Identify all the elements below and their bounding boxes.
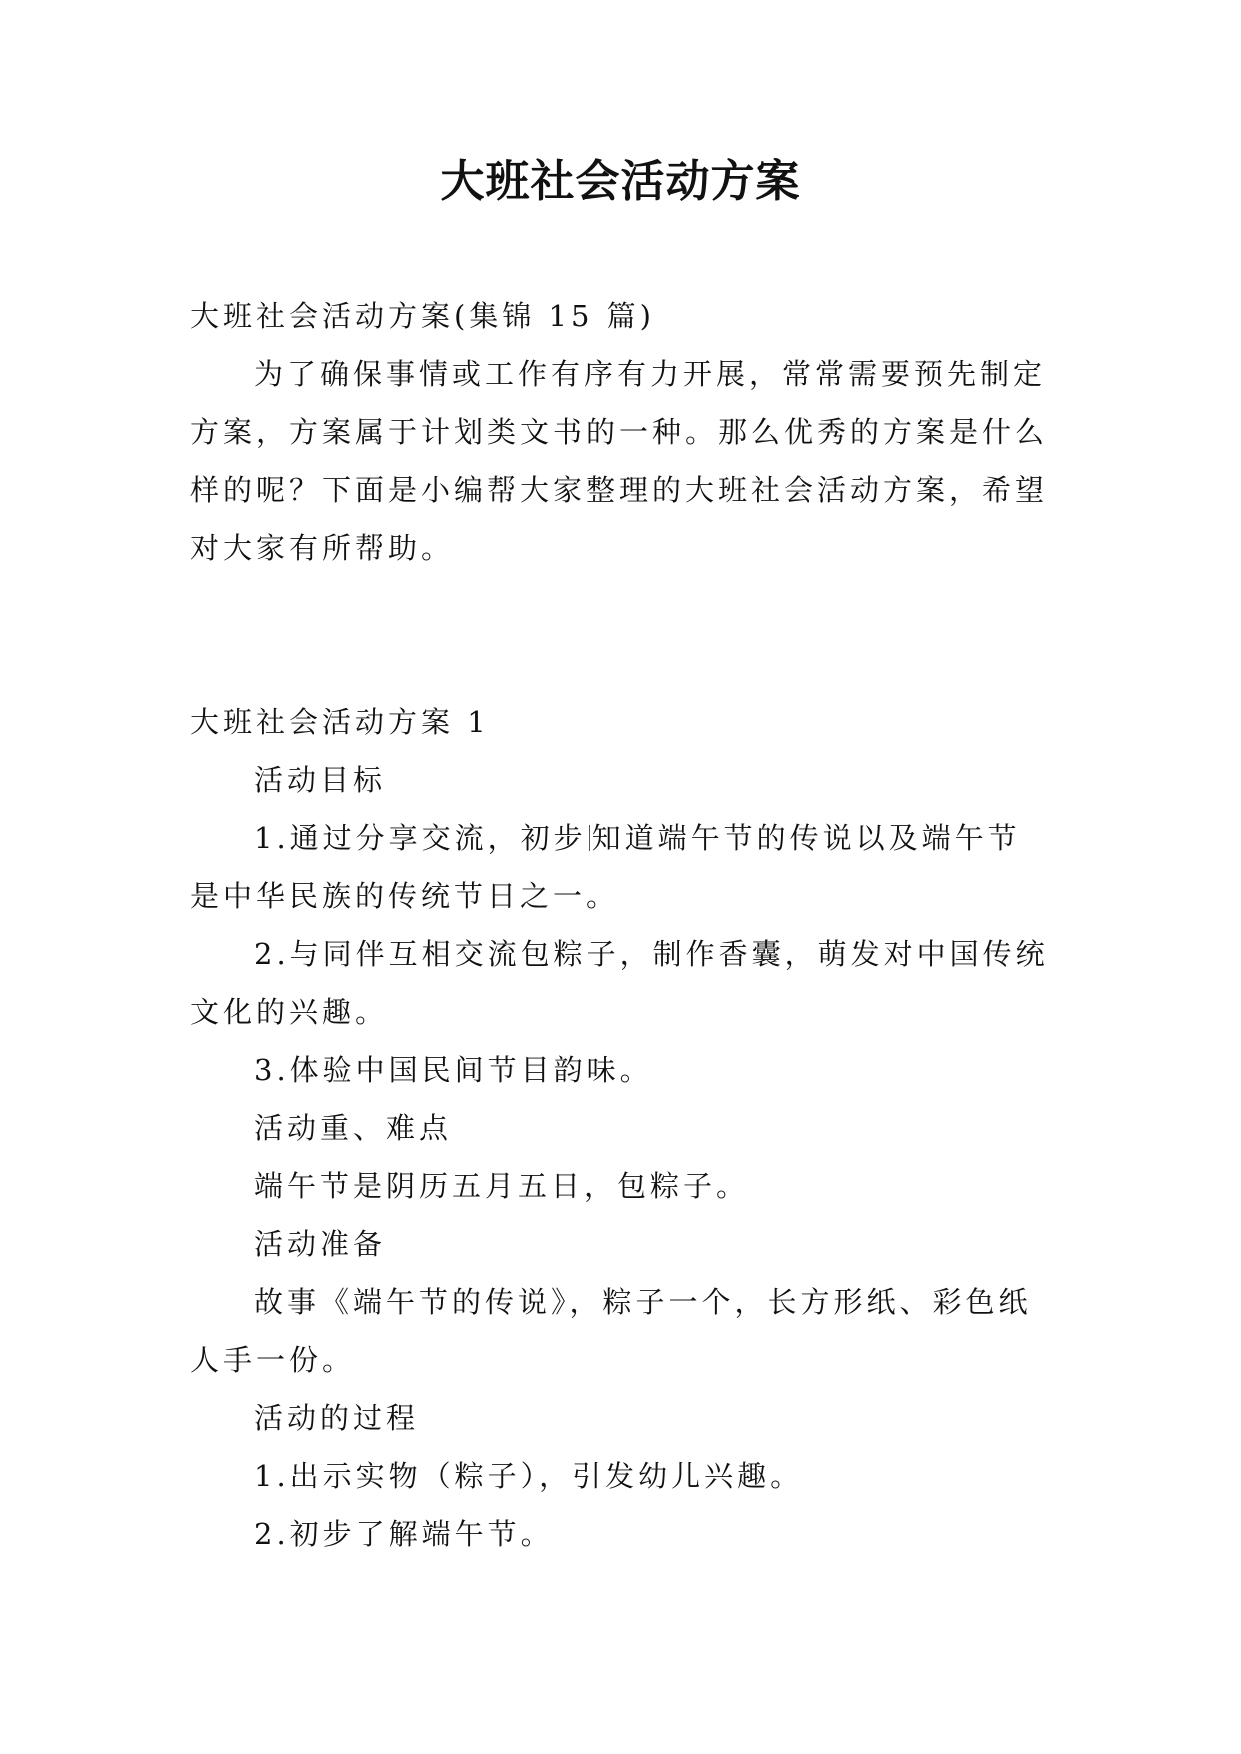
text-cursor (589, 825, 590, 851)
intro-paragraph: 为了确保事情或工作有序有力开展，常常需要预先制定方案，方案属于计划类文书的一种。那么优秀的方案是什么样的呢？下面是小编帮大家整理的大班社会活动方案，希望对大家有所帮助。 (190, 357, 1049, 565)
goal-item-1-start: 1.通过分享交流，初步 (254, 821, 587, 855)
preparation-text: 故事《端午节的传说》，粽子一个，长方形纸、彩色纸人手一份。 (190, 1285, 1032, 1377)
process-step-1: 1.出示实物（粽子），引发幼儿兴趣。 (254, 1459, 804, 1493)
process-step-2: 2.初步了解端午节。 (254, 1517, 554, 1551)
preparation-heading: 活动准备 (254, 1227, 387, 1261)
goal-item-3: 3.体验中国民间节目韵味。 (254, 1053, 653, 1087)
section-heading: 大班社会活动方案 1 (190, 705, 490, 739)
goal-item-1-end: 知道端午节的传说以及端午节是中华民族的传统节日之一。 (190, 821, 1021, 913)
section-spacer (190, 577, 1052, 693)
document-body (190, 287, 1052, 1563)
key-points-heading: 活动重、难点 (254, 1111, 453, 1145)
key-points-text: 端午节是阴历五月五日，包粽子。 (254, 1169, 750, 1203)
collection-subtitle: 大班社会活动方案(集锦 15 篇) (190, 299, 655, 333)
document-title: 大班社会活动方案 (440, 156, 801, 207)
process-heading: 活动的过程 (254, 1401, 420, 1435)
goal-heading: 活动目标 (254, 763, 387, 797)
goal-item-2: 2.与同伴互相交流包粽子，制作香囊，萌发对中国传统文化的兴趣。 (190, 937, 1049, 1029)
goal-item-1 (190, 809, 1052, 925)
